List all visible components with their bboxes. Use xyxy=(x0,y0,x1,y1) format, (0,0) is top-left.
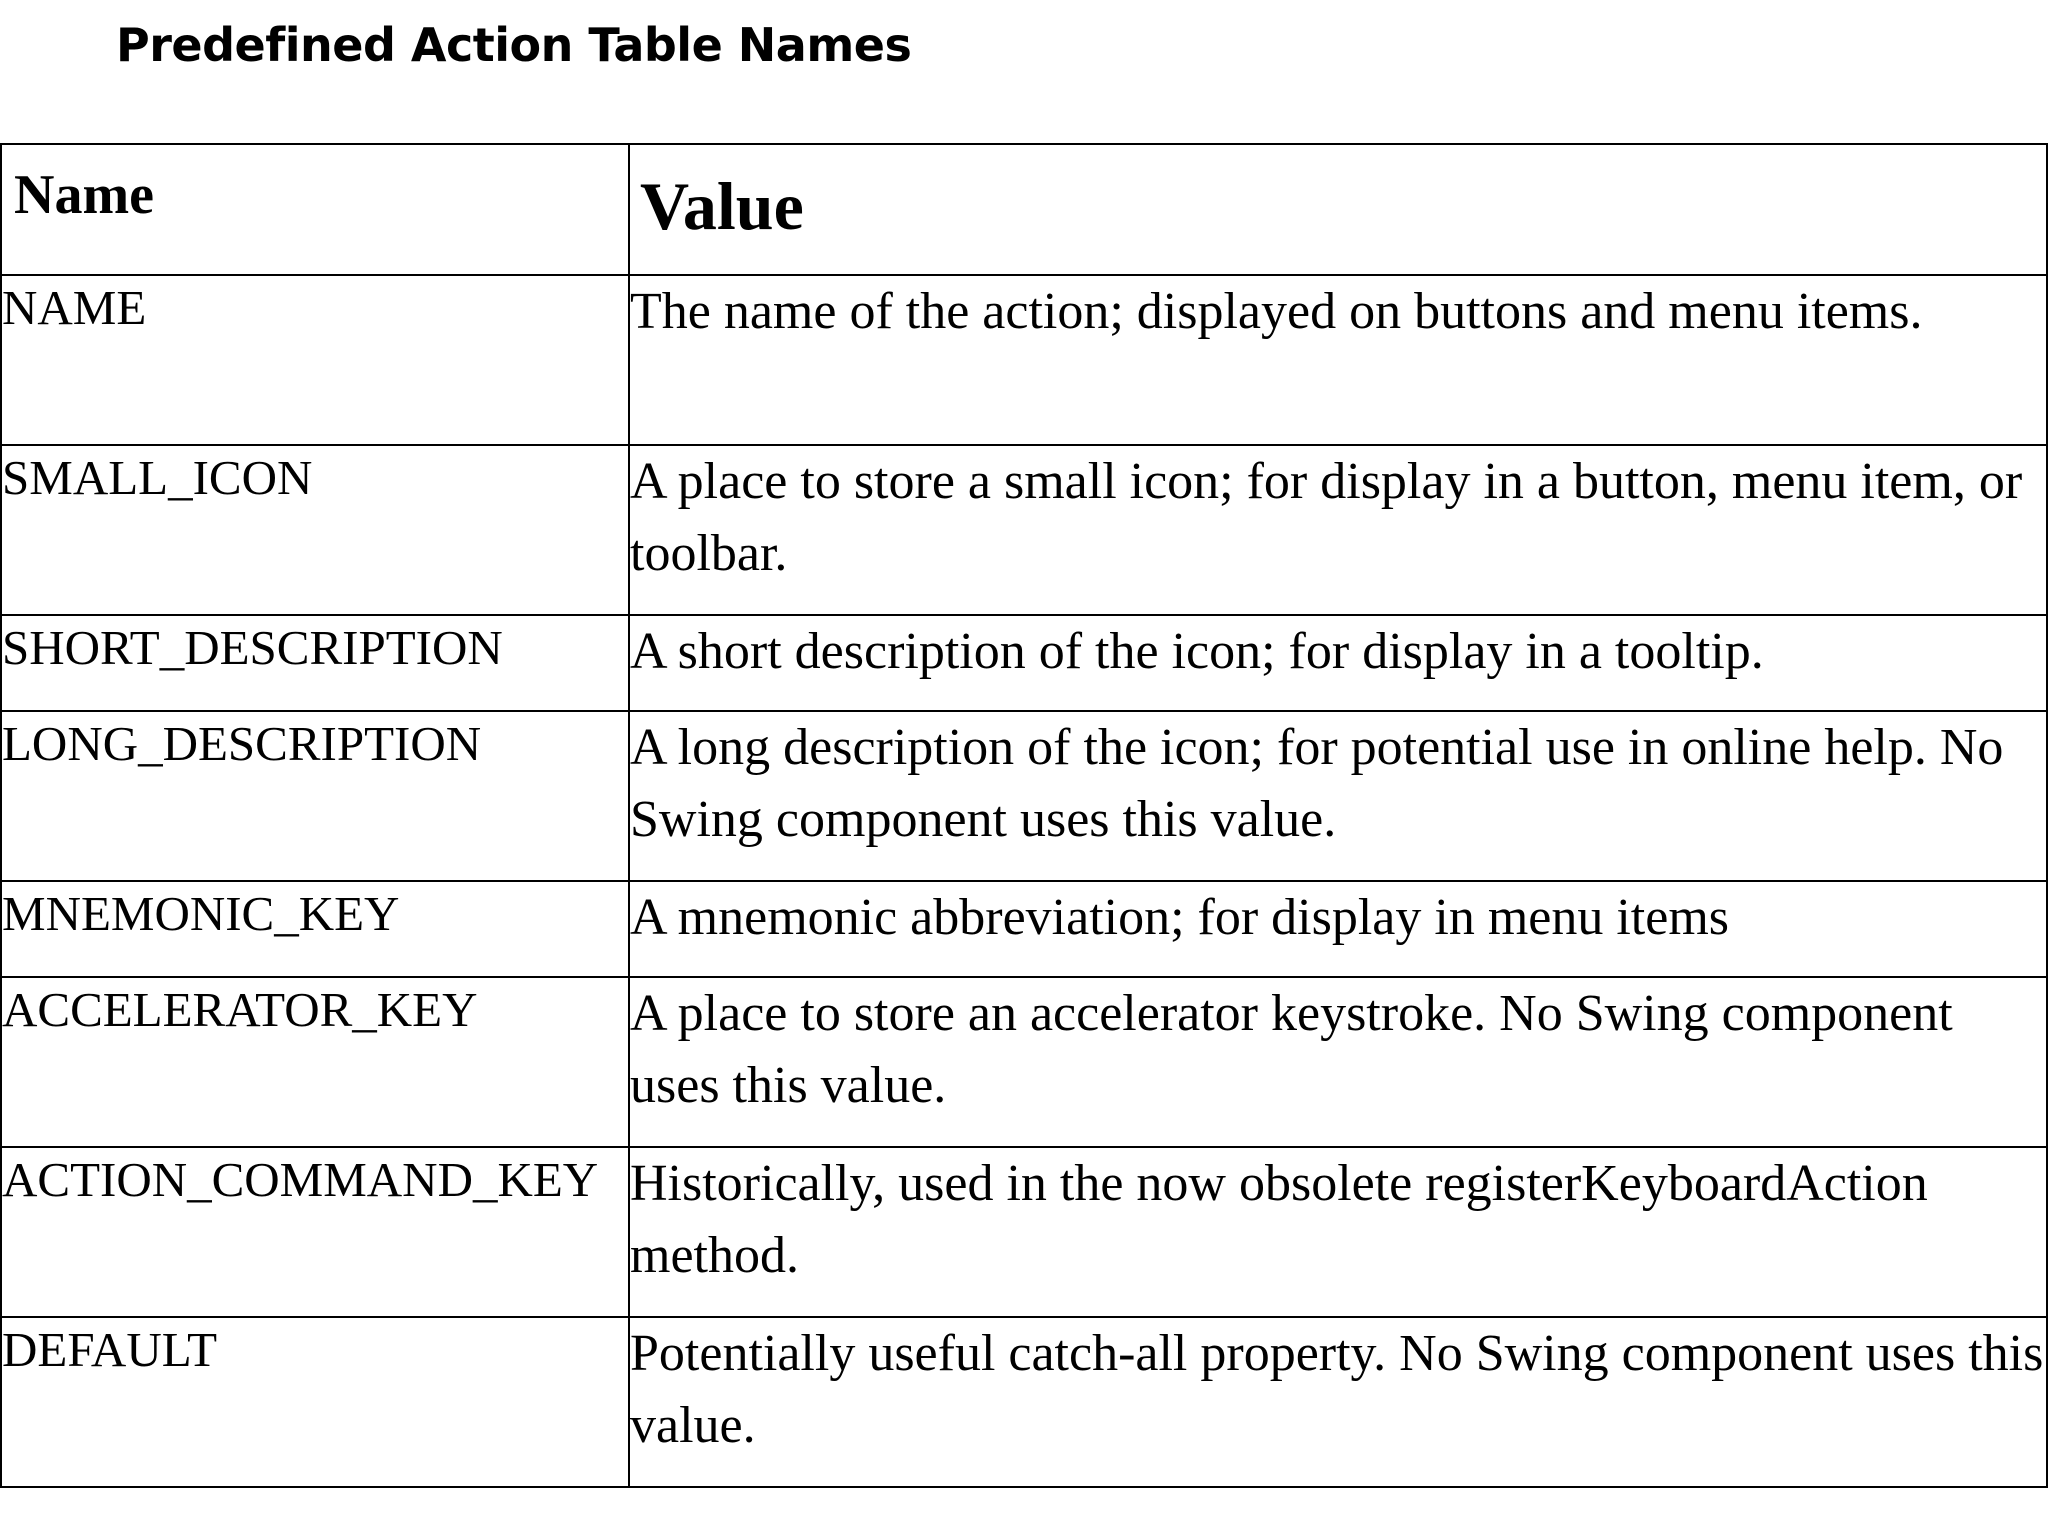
row-name-cell: SHORT_DESCRIPTION xyxy=(1,615,629,711)
row-value-cell: A place to store a small icon; for display in a button, menu item, or toolbar. xyxy=(629,445,2047,615)
table-row xyxy=(1,881,2047,977)
column-header-value: Value xyxy=(629,144,2047,275)
table-row xyxy=(1,615,2047,711)
table-row xyxy=(1,977,2047,1147)
row-value-cell: A short description of the icon; for display in a tooltip. xyxy=(629,615,2047,711)
row-name-cell: ACTION_COMMAND_KEY xyxy=(1,1147,629,1317)
row-name-cell: ACCELERATOR_KEY xyxy=(1,977,629,1147)
row-value-cell: Potentially useful catch-all property. No Swing component uses this value. xyxy=(629,1317,2047,1487)
row-name-cell: NAME xyxy=(1,275,629,445)
action-names-table xyxy=(0,143,2048,1488)
table-row xyxy=(1,1317,2047,1487)
row-value-cell: Historically, used in the now obsolete registerKeyboardAction method. xyxy=(629,1147,2047,1317)
table-row xyxy=(1,275,2047,445)
row-name-cell: DEFAULT xyxy=(1,1317,629,1487)
column-header-name: Name xyxy=(1,144,629,275)
row-name-cell: SMALL_ICON xyxy=(1,445,629,615)
table-header-row xyxy=(1,144,2047,275)
table-row xyxy=(1,1147,2047,1317)
row-name-cell: LONG_DESCRIPTION xyxy=(1,711,629,881)
row-value-cell: A mnemonic abbreviation; for display in menu items xyxy=(629,881,2047,977)
row-value-cell: A long description of the icon; for potential use in online help. No Swing component uses this value. xyxy=(629,711,2047,881)
row-value-cell: A place to store an accelerator keystroke. No Swing component uses this value. xyxy=(629,977,2047,1147)
row-name-cell: MNEMONIC_KEY xyxy=(1,881,629,977)
table-row xyxy=(1,711,2047,881)
table-row xyxy=(1,445,2047,615)
row-value-cell: The name of the action; displayed on buttons and menu items. xyxy=(629,275,2047,445)
page-title: Predefined Action Table Names xyxy=(116,18,912,72)
